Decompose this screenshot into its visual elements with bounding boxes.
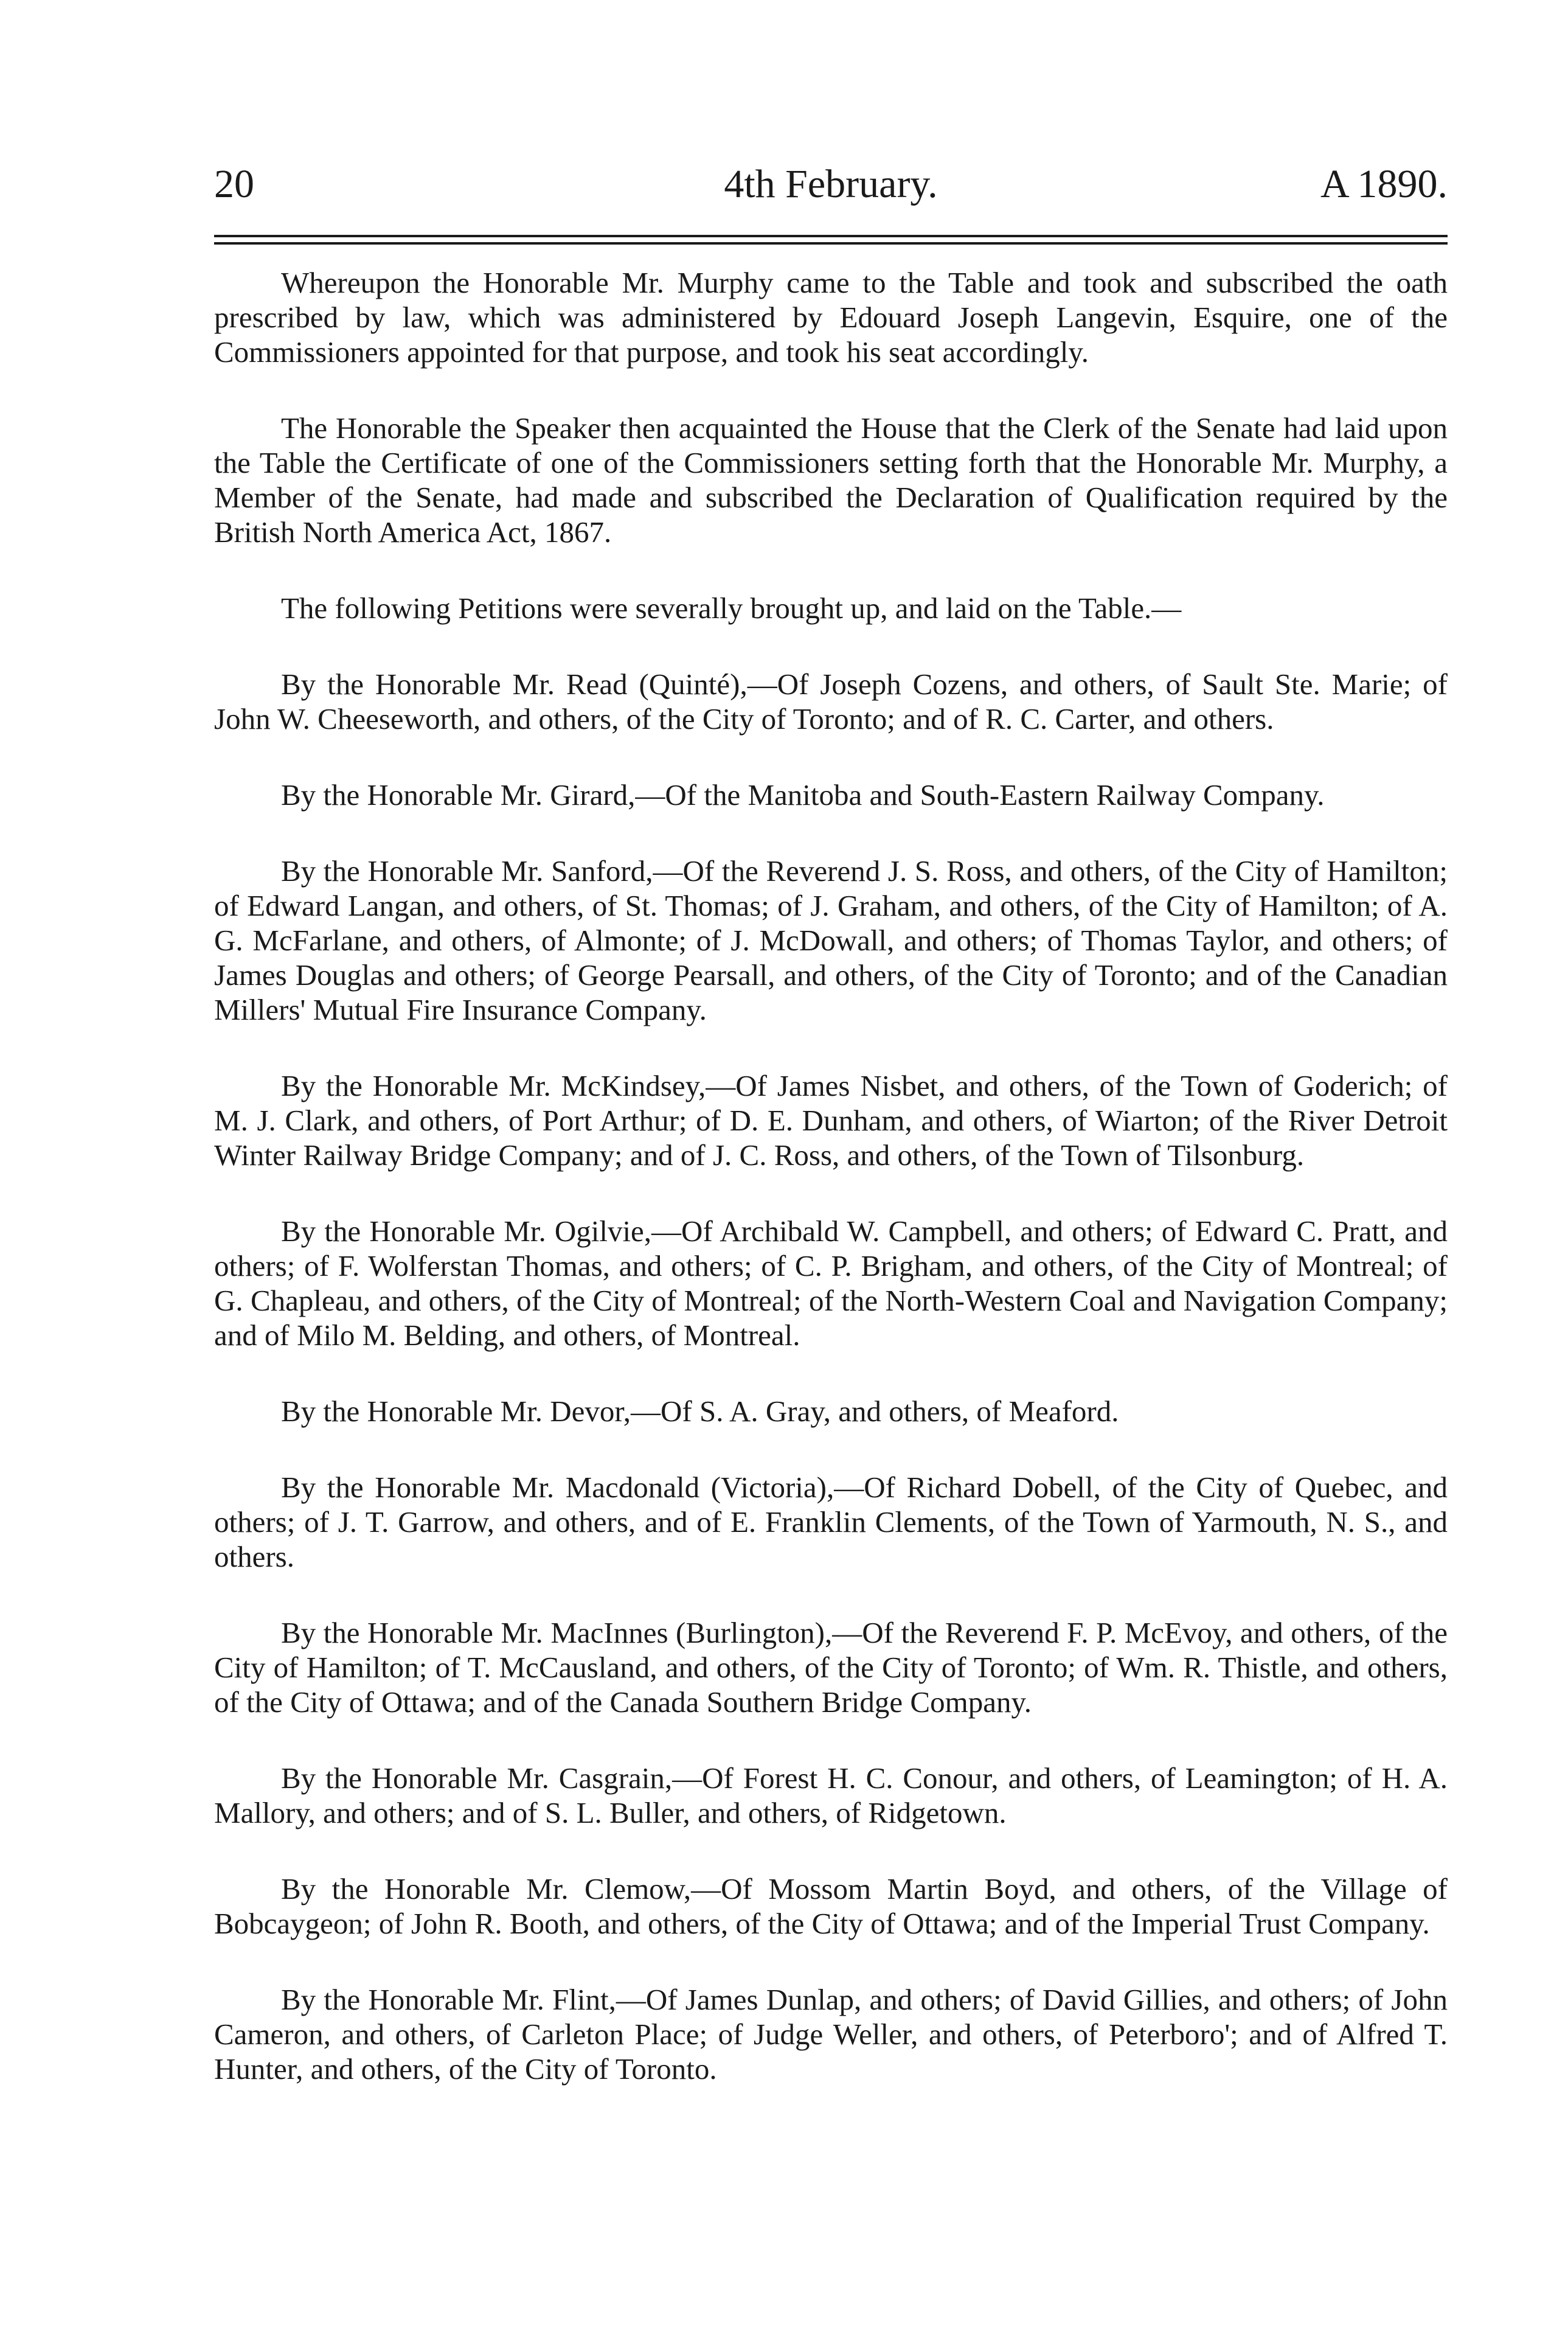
body-text — [214, 265, 1448, 2128]
paragraph-petitions-intro: The following Petitions were severally brought up, and laid on the Table.— — [281, 591, 1182, 625]
paragraph-petition-clemow: By the Honorable Mr. Clemow,—Of Mossom Martin Boyd, and others, of the Village of Bobcaygeon; of John R. Booth, and others, of the City of Ottawa; and of the Imperial Trust Company. — [214, 1872, 1448, 1940]
paragraph-petition-ogilvie: By the Honorable Mr. Ogilvie,—Of Archibald W. Campbell, and others; of Edward C. Pratt, and others; of F. Wolferstan Thomas, and others; of C. P. Brigham, and others, of the City of Montreal; of G. Chapleau, and others, of the City of Montreal; of the North-Western Coal and Navigation Company; and of Milo M. Belding, and others, of Montreal. — [214, 1214, 1448, 1352]
paragraph-petition-flint: By the Honorable Mr. Flint,—Of James Dunlap, and others; of David Gillies, and others; of John Cameron, and others, of Carleton Place; of Judge Weller, and others, of Peterboro'; and of Alfred T. Hunter, and others, of the City of Toronto. — [214, 1983, 1448, 2086]
header-date: 4th February. — [724, 162, 938, 206]
page-header — [214, 157, 1448, 212]
header-rule-bottom — [214, 242, 1448, 245]
header-year: A 1890. — [1320, 162, 1448, 206]
page-number: 20 — [214, 162, 254, 206]
paragraph-petition-devor: By the Honorable Mr. Devor,—Of S. A. Gray, and others, of Meaford. — [281, 1394, 1119, 1428]
paragraph-petition-macinnes: By the Honorable Mr. MacInnes (Burlington),—Of the Reverend F. P. McEvoy, and others, of the City of Hamilton; of T. McCausland, and others, of the City of Toronto; of Wm. R. Thistle, and others, of the City of Ottawa; and of the Canada Southern Bridge Company. — [214, 1616, 1448, 1719]
paragraph-petition-mckindsey: By the Honorable Mr. McKindsey,—Of James Nisbet, and others, of the Town of Goderich; of M. J. Clark, and others, of Port Arthur; of D. E. Dunham, and others, of Wiarton; of the River Detroit Winter Railway Bridge Company; and of J. C. Ross, and others, of the Town of Tilsonburg. — [214, 1069, 1448, 1172]
paragraph-oath: Whereupon the Honorable Mr. Murphy came to the Table and took and subscribed the oath prescribed by law, which was administered by Edouard Joseph Langevin, Esquire, one of the Commissioners appointed for that purpose, and took his seat accordingly. — [214, 266, 1448, 369]
header-rule-top — [214, 235, 1448, 237]
paragraph-petition-girard: By the Honorable Mr. Girard,—Of the Manitoba and South-Eastern Railway Company. — [281, 778, 1325, 812]
paragraph-petition-read: By the Honorable Mr. Read (Quinté),—Of Joseph Cozens, and others, of Sault Ste. Marie; of John W. Cheeseworth, and others, of the City of Toronto; and of R. C. Carter, and others. — [214, 667, 1448, 736]
paragraph-petition-casgrain: By the Honorable Mr. Casgrain,—Of Forest H. C. Conour, and others, of Leamington; of H. A. Mallory, and others; and of S. L. Buller, and others, of Ridgetown. — [214, 1761, 1448, 1829]
paragraph-petition-sanford: By the Honorable Mr. Sanford,—Of the Reverend J. S. Ross, and others, of the City of Hamilton; of Edward Langan, and others, of St. Thomas; of J. Graham, and others, of the City of Hamilton; of A. G. McFarlane, and others, of Almonte; of J. McDowall, and others; of Thomas Taylor, and others; of James Douglas and others; of George Pearsall, and others, of the City of Toronto; and of the Canadian Millers' Mutual Fire Insurance Company. — [214, 854, 1448, 1026]
paragraph-declaration: The Honorable the Speaker then acquainted the House that the Clerk of the Senate had laid upon the Table the Certificate of one of the Commissioners setting forth that the Honorable Mr. Murphy, a Member of the Senate, had made and subscribed the Declaration of Qualification required by the British North America Act, 1867. — [214, 411, 1448, 549]
paragraph-petition-macdonald: By the Honorable Mr. Macdonald (Victoria),—Of Richard Dobell, of the City of Quebec, and others; of J. T. Garrow, and others, and of E. Franklin Clements, of the Town of Yarmouth, N. S., and others. — [214, 1471, 1448, 1573]
